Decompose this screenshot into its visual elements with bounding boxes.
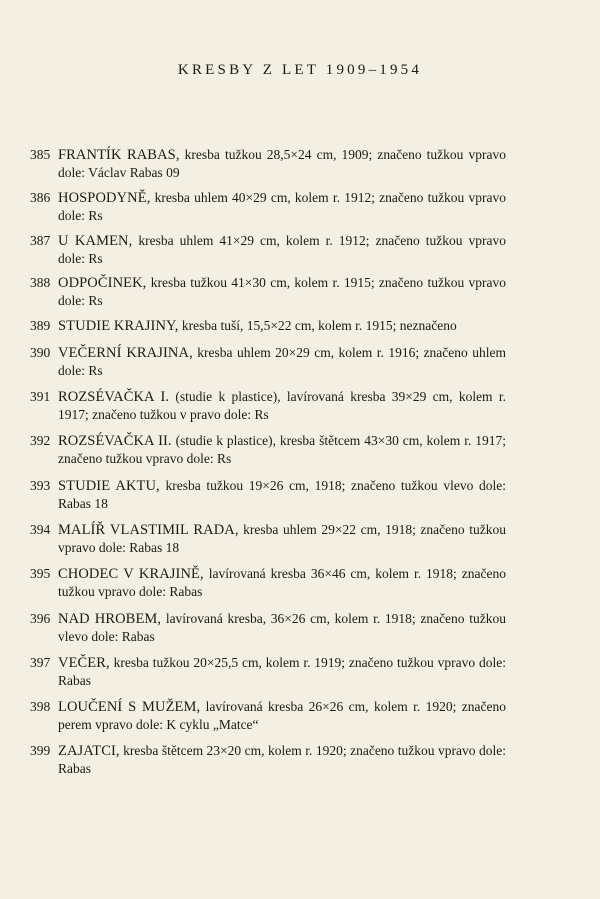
- entry-title: ODPOČINEK,: [58, 275, 147, 291]
- entry-number: 387: [30, 233, 51, 248]
- entry-number: 394: [30, 522, 51, 537]
- entry-description: lavírovaná kresba 26×26 cm, kolem r. 1920; značeno perem vpravo dole: K cyklu „Matce“: [58, 699, 506, 732]
- entry-title: U KAMEN,: [58, 233, 133, 249]
- entry-number: 396: [30, 611, 51, 626]
- entry-number: 388: [30, 275, 51, 290]
- entry-title: HOSPODYNĚ,: [58, 190, 151, 206]
- entry-text: [58, 654, 506, 690]
- entry-text: [58, 232, 506, 268]
- entry-number: 398: [30, 699, 51, 714]
- entry-title: FRANTÍK RABAS,: [58, 147, 180, 163]
- entry-number: 395: [30, 566, 51, 581]
- entry-description: kresba štětcem 23×20 cm, kolem r. 1920; značeno tužkou vpravo dole: Rabas: [58, 743, 506, 776]
- entry-number: 385: [30, 147, 51, 162]
- entry-text: [58, 274, 506, 310]
- entry-description: kresba tužkou 28,5×24 cm, 1909; značeno tužkou vpravo dole: Václav Rabas 09: [58, 147, 506, 180]
- entry-text: [58, 610, 506, 646]
- entry-text: [58, 521, 506, 557]
- entry-text: [58, 146, 506, 182]
- page-heading: KRESBY Z LET 1909–1954: [177, 62, 423, 78]
- entry-text: [58, 565, 506, 601]
- entry-title: ROZSÉVAČKA II.: [58, 433, 172, 449]
- entry-description: kresba uhlem 29×22 cm, 1918; značeno tužkou vpravo dole: Rabas 18: [58, 522, 506, 555]
- entry-title: CHODEC V KRAJINĚ,: [58, 566, 204, 582]
- entry-description: (studie k plastice), kresba štětcem 43×30 cm, kolem r. 1917; značeno tužkou vpravo dole: Rs: [58, 433, 506, 466]
- entry-number: 390: [30, 345, 51, 360]
- entry-text: [58, 344, 506, 380]
- entry-number: 393: [30, 478, 51, 493]
- entry-title: STUDIE KRAJINY,: [58, 318, 179, 334]
- entry-description: (studie k plastice), lavírovaná kresba 39×29 cm, kolem r. 1917; značeno tužkou v pravo dole: Rs: [58, 389, 506, 422]
- entry-title: ZAJATCI,: [58, 743, 120, 759]
- entry-description: kresba uhlem 20×29 cm, kolem r. 1916; značeno uhlem dole: Rs: [58, 345, 506, 378]
- entry-description: kresba uhlem 40×29 cm, kolem r. 1912; značeno tužkou vpravo dole: Rs: [58, 190, 506, 223]
- entry-description: kresba tužkou 41×30 cm, kolem r. 1915; značeno tužkou vpravo dole: Rs: [58, 275, 506, 308]
- entry-text: [58, 388, 506, 424]
- entry-title: NAD HROBEM,: [58, 611, 162, 627]
- entry-text: [58, 477, 506, 513]
- entry-text: [58, 432, 506, 468]
- entry-text: [58, 742, 506, 778]
- entry-number: 397: [30, 655, 51, 670]
- entry-title: MALÍŘ VLASTIMIL RADA,: [58, 522, 239, 538]
- entry-description: lavírovaná kresba 36×46 cm, kolem r. 1918; značeno tužkou vpravo dole: Rabas: [58, 566, 506, 599]
- entry-description: lavírovaná kresba, 36×26 cm, kolem r. 1918; značeno tužkou vlevo dole: Rabas: [58, 611, 506, 644]
- entry-description: kresba uhlem 41×29 cm, kolem r. 1912; značeno tužkou vpravo dole: Rs: [58, 233, 506, 266]
- entry-number: 391: [30, 389, 51, 404]
- entry-title: ROZSÉVAČKA I.: [58, 389, 170, 405]
- entry-text: [58, 189, 506, 225]
- entry-title: VEČERNÍ KRAJINA,: [58, 345, 193, 361]
- entry-title: LOUČENÍ S MUŽEM,: [58, 699, 201, 715]
- entry-description: kresba tužkou 20×25,5 cm, kolem r. 1919; značeno tužkou vpravo dole: Rabas: [58, 655, 506, 688]
- entry-number: 386: [30, 190, 51, 205]
- entry-number: 389: [30, 318, 51, 333]
- entry-title: VEČER,: [58, 655, 110, 671]
- entry-description: kresba tužkou 19×26 cm, 1918; značeno tužkou vlevo dole: Rabas 18: [58, 478, 506, 511]
- entry-text: [58, 317, 506, 335]
- entry-text: [58, 698, 506, 734]
- entry-number: 392: [30, 433, 51, 448]
- entry-description: kresba tuší, 15,5×22 cm, kolem r. 1915; neznačeno: [178, 318, 457, 333]
- entry-title: STUDIE AKTU,: [58, 478, 160, 494]
- entry-number: 399: [30, 743, 51, 758]
